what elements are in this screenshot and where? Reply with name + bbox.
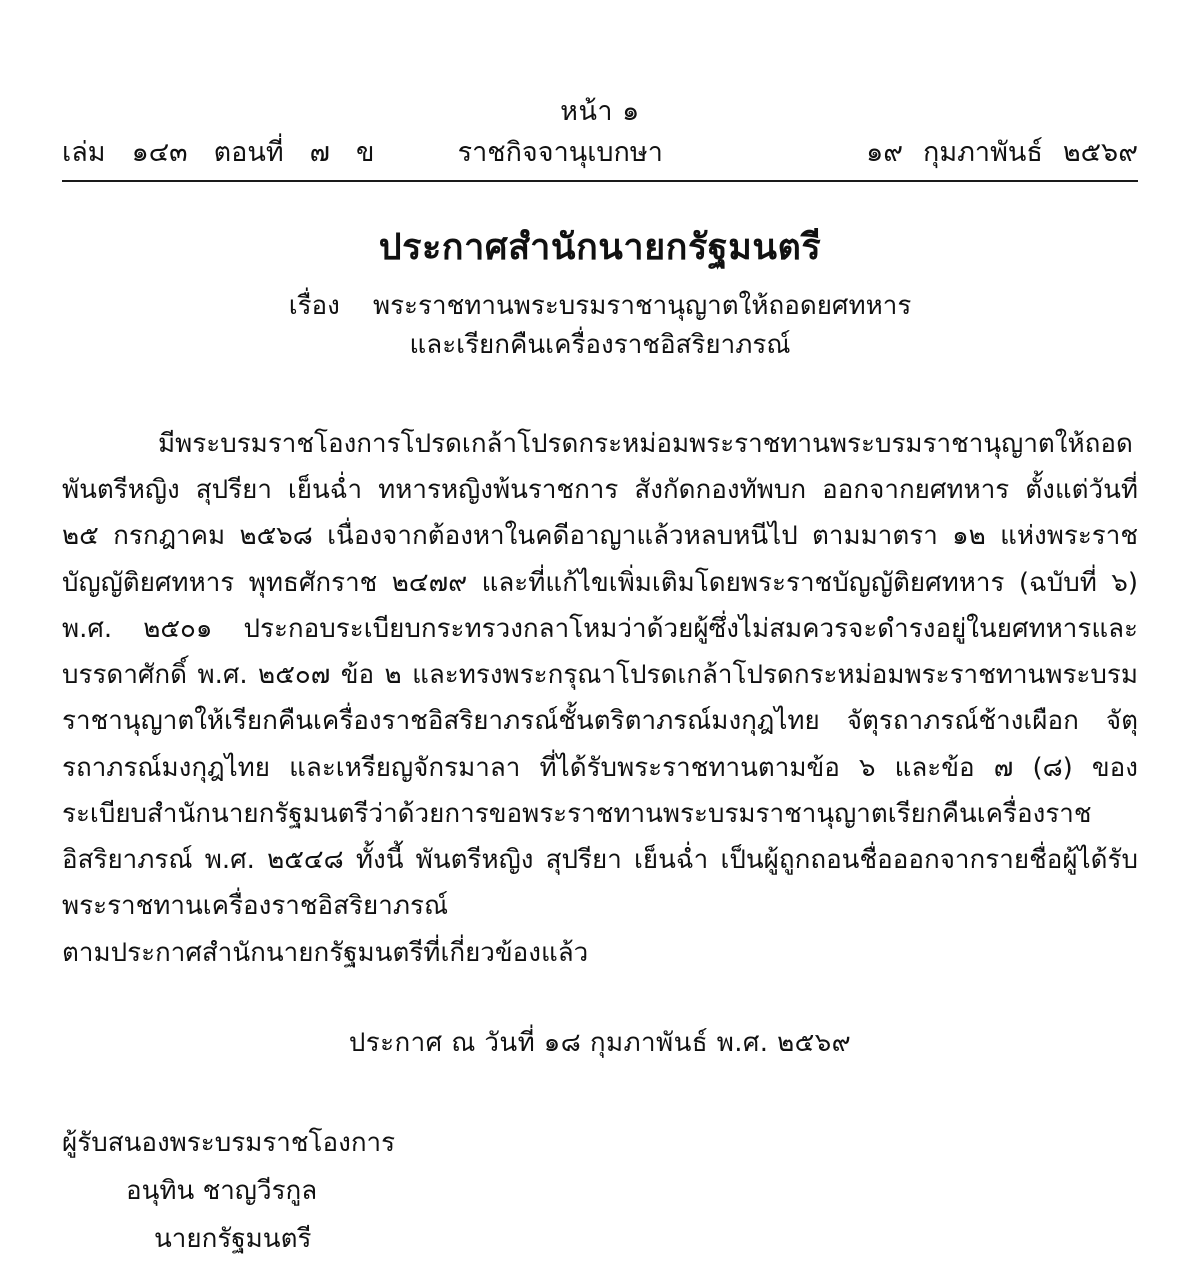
masthead-day: ๑๙	[866, 137, 903, 169]
masthead-row	[62, 136, 1138, 180]
masthead-date-group	[866, 136, 1138, 170]
announcement-date: ประกาศ ณ วันที่ ๑๘ กุมภาพันธ์ พ.ศ. ๒๕๖๙	[348, 1027, 852, 1058]
subject-label: เรื่อง	[288, 290, 340, 321]
volume-number: ๑๔๓	[131, 137, 188, 169]
masthead-left-group	[62, 136, 374, 170]
page-number-label: หน้า ๑	[560, 96, 640, 127]
subject-text: พระราชทานพระบรมราชานุญาตให้ถอดยศทหาร	[372, 290, 912, 321]
masthead-divider	[62, 180, 1138, 182]
masthead-month: กุมภาพันธ์	[922, 137, 1043, 169]
body-paragraph	[62, 421, 1138, 976]
gazette-name: ราชกิจจานุเบกษา	[457, 137, 663, 169]
masthead-year: ๒๕๖๙	[1062, 137, 1138, 169]
subject-line-2: และเรียกคืนเครื่องราชอิสริยาภรณ์	[409, 329, 791, 360]
page-title: ประกาศสำนักนายกรัฐมนตรี	[378, 227, 822, 269]
section-label: ตอนที่	[213, 137, 284, 169]
countersign-label: ผู้รับสนองพระบรมราชโองการ	[62, 1127, 396, 1158]
title-block	[0, 224, 1200, 365]
section-suffix: ข	[355, 137, 375, 169]
countersign-name: อนุทิน ชาญวีรกูล	[126, 1176, 318, 1207]
volume-label: เล่ม	[62, 137, 106, 169]
body-block	[62, 421, 1138, 976]
subject-line	[0, 287, 1200, 326]
body-paragraph-text: มีพระบรมราชโองการโปรดเกล้าโปรดกระหม่อมพระราชทานพระบรมราชานุญาตให้ถอด พันตรีหญิง สุปรียา เย็นฉ่ำ ทหารหญิงพ้นราชการ สังกัดกองทัพบก ออกจากยศทหาร ตั้งแต่วันที่ ๒๕ กรกฎาคม ๒๕๖๘ เนื่องจากต้องหาในคดีอาญาแล้วหลบหนีไป ตามมาตรา ๑๒ แห่งพระราชบัญญัติยศทหาร พุทธศักราช ๒๔๗๙ และที่แก้ไขเพิ่มเติมโดยพระราชบัญญัติยศทหาร (ฉบับที่ ๖) พ.ศ. ๒๕๐๑ ประกอบระเบียบกระทรวงกลาโหมว่าด้วยผู้ซึ่งไม่สมควรจะดำรงอยู่ในยศทหารและบรรดาศักดิ์ พ.ศ. ๒๕๐๗ ข้อ ๒ และทรงพระกรุณาโปรดเกล้าโปรดกระหม่อมพระราชทานพระบรมราชานุญาตให้เรียกคืนเครื่องราชอิสริยาภรณ์ชั้นตริตาภรณ์มงกุฎไทย จัตุรถาภรณ์ช้างเผือก จัตุรถาภรณ์มงกุฎไทย และเหรียญจักรมาลา ที่ได้รับพระราชทานตามข้อ ๖ และข้อ ๗ (๘) ของระเบียบสำนักนายกรัฐมนตรีว่าด้วยการขอพระราชทานพระบรมราชานุญาตเรียกคืนเครื่องราชอิสริยาภรณ์ พ.ศ. ๒๕๔๘ ทั้งนี้ พันตรีหญิง สุปรียา เย็นฉ่ำ เป็นผู้ถูกถอนชื่อออกจากรายชื่อผู้ได้รับพระราชทานเครื่องราชอิสริยาภรณ์	[62, 428, 1138, 922]
masthead	[62, 0, 1138, 180]
section-number: ๗	[309, 137, 330, 169]
countersign-position: นายกรัฐมนตรี	[154, 1224, 312, 1255]
signature-block	[62, 1119, 1200, 1263]
body-paragraph-last-line: ตามประกาศสำนักนายกรัฐมนตรีที่เกี่ยวข้องแล้ว	[62, 937, 589, 968]
